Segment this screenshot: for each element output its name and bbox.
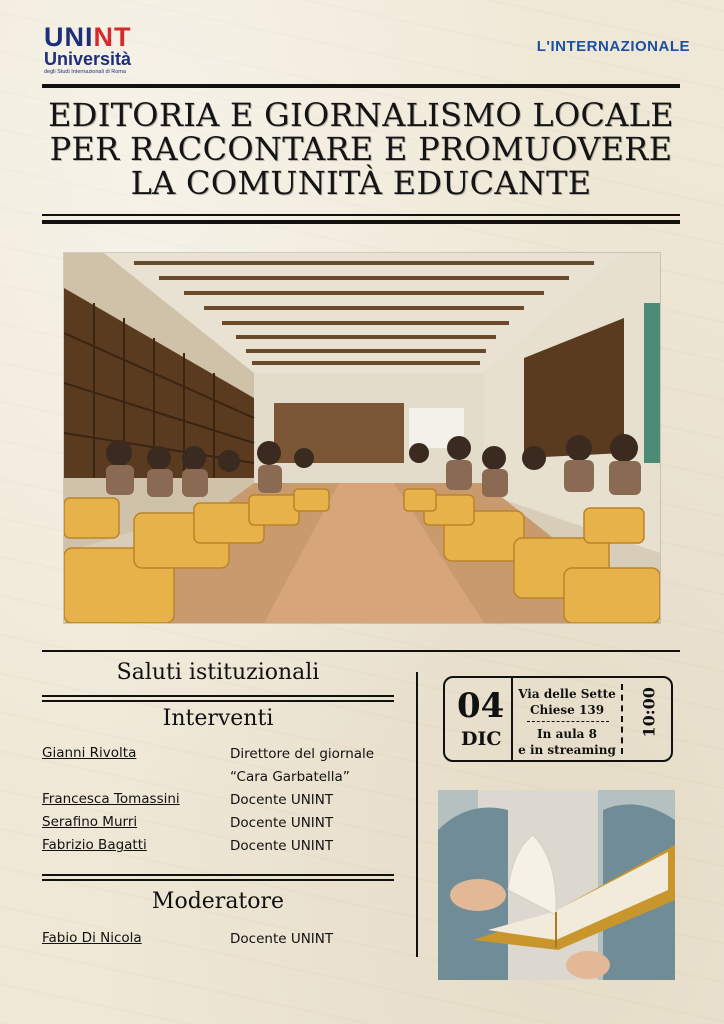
ticket-perforation	[621, 684, 623, 754]
internazionale-brand: L'INTERNAZIONALE	[536, 38, 690, 55]
interventi-heading: Interventi	[162, 706, 274, 731]
moderator-role: Docente UNINT	[230, 931, 334, 947]
moderator-name: Fabio Di Nicola	[42, 930, 142, 946]
moderatore-rule	[42, 874, 394, 881]
event-room	[515, 726, 619, 758]
moderatore-heading: Moderatore	[151, 889, 285, 914]
address-line-2: Chiese 139	[529, 703, 605, 717]
speaker-role: Docente UNINT	[230, 792, 334, 808]
lecture-hall-illustration	[64, 253, 660, 623]
speaker-name: Serafino Murri	[42, 814, 138, 830]
event-time: 10:00	[639, 687, 659, 738]
logo-wordmark: UNINT	[44, 22, 132, 52]
logo-subtitle: degli Studi Internazionali di Roma	[44, 69, 126, 75]
room-line-1: In aula 8	[537, 727, 597, 741]
reading-photo	[438, 790, 675, 980]
unint-logo	[44, 24, 156, 76]
title-rule-2	[42, 220, 680, 224]
lecture-hall-photo	[63, 252, 661, 624]
ticket-dash-separator	[527, 721, 609, 722]
speaker-role: Docente UNINT	[230, 838, 334, 854]
column-divider	[416, 672, 418, 957]
speaker-role: Docente UNINT	[230, 815, 334, 831]
saluti-heading: Saluti istituzionali	[116, 660, 320, 685]
title-rule-1	[42, 214, 680, 216]
speaker-name: Fabrizio Bagatti	[42, 837, 147, 853]
title-line-3: LA COMUNITÀ EDUCANTE	[130, 164, 592, 202]
title-line-1: EDITORIA E GIORNALISMO LOCALE	[48, 96, 674, 134]
speaker-role: Direttore del giornale	[230, 746, 375, 762]
interventi-rule	[42, 695, 394, 702]
event-ticket	[443, 676, 673, 762]
speaker-name: Gianni Rivolta	[42, 745, 137, 761]
event-day: 04	[457, 686, 505, 726]
event-month: DIC	[461, 728, 502, 750]
event-title	[42, 98, 680, 200]
reading-illustration	[438, 790, 675, 980]
top-rule	[42, 84, 680, 88]
address-line-1: Via delle Sette	[518, 687, 616, 701]
section-rule	[42, 650, 680, 652]
speaker-role-detail: “Cara Garbatella”	[230, 769, 350, 785]
ticket-divider	[511, 678, 513, 760]
title-line-2: PER RACCONTARE E PROMUOVERE	[49, 130, 673, 168]
speaker-name: Francesca Tomassini	[42, 791, 180, 807]
logo-universita: Università	[44, 49, 132, 69]
event-address	[515, 686, 619, 718]
room-line-2: e in streaming	[518, 743, 616, 757]
